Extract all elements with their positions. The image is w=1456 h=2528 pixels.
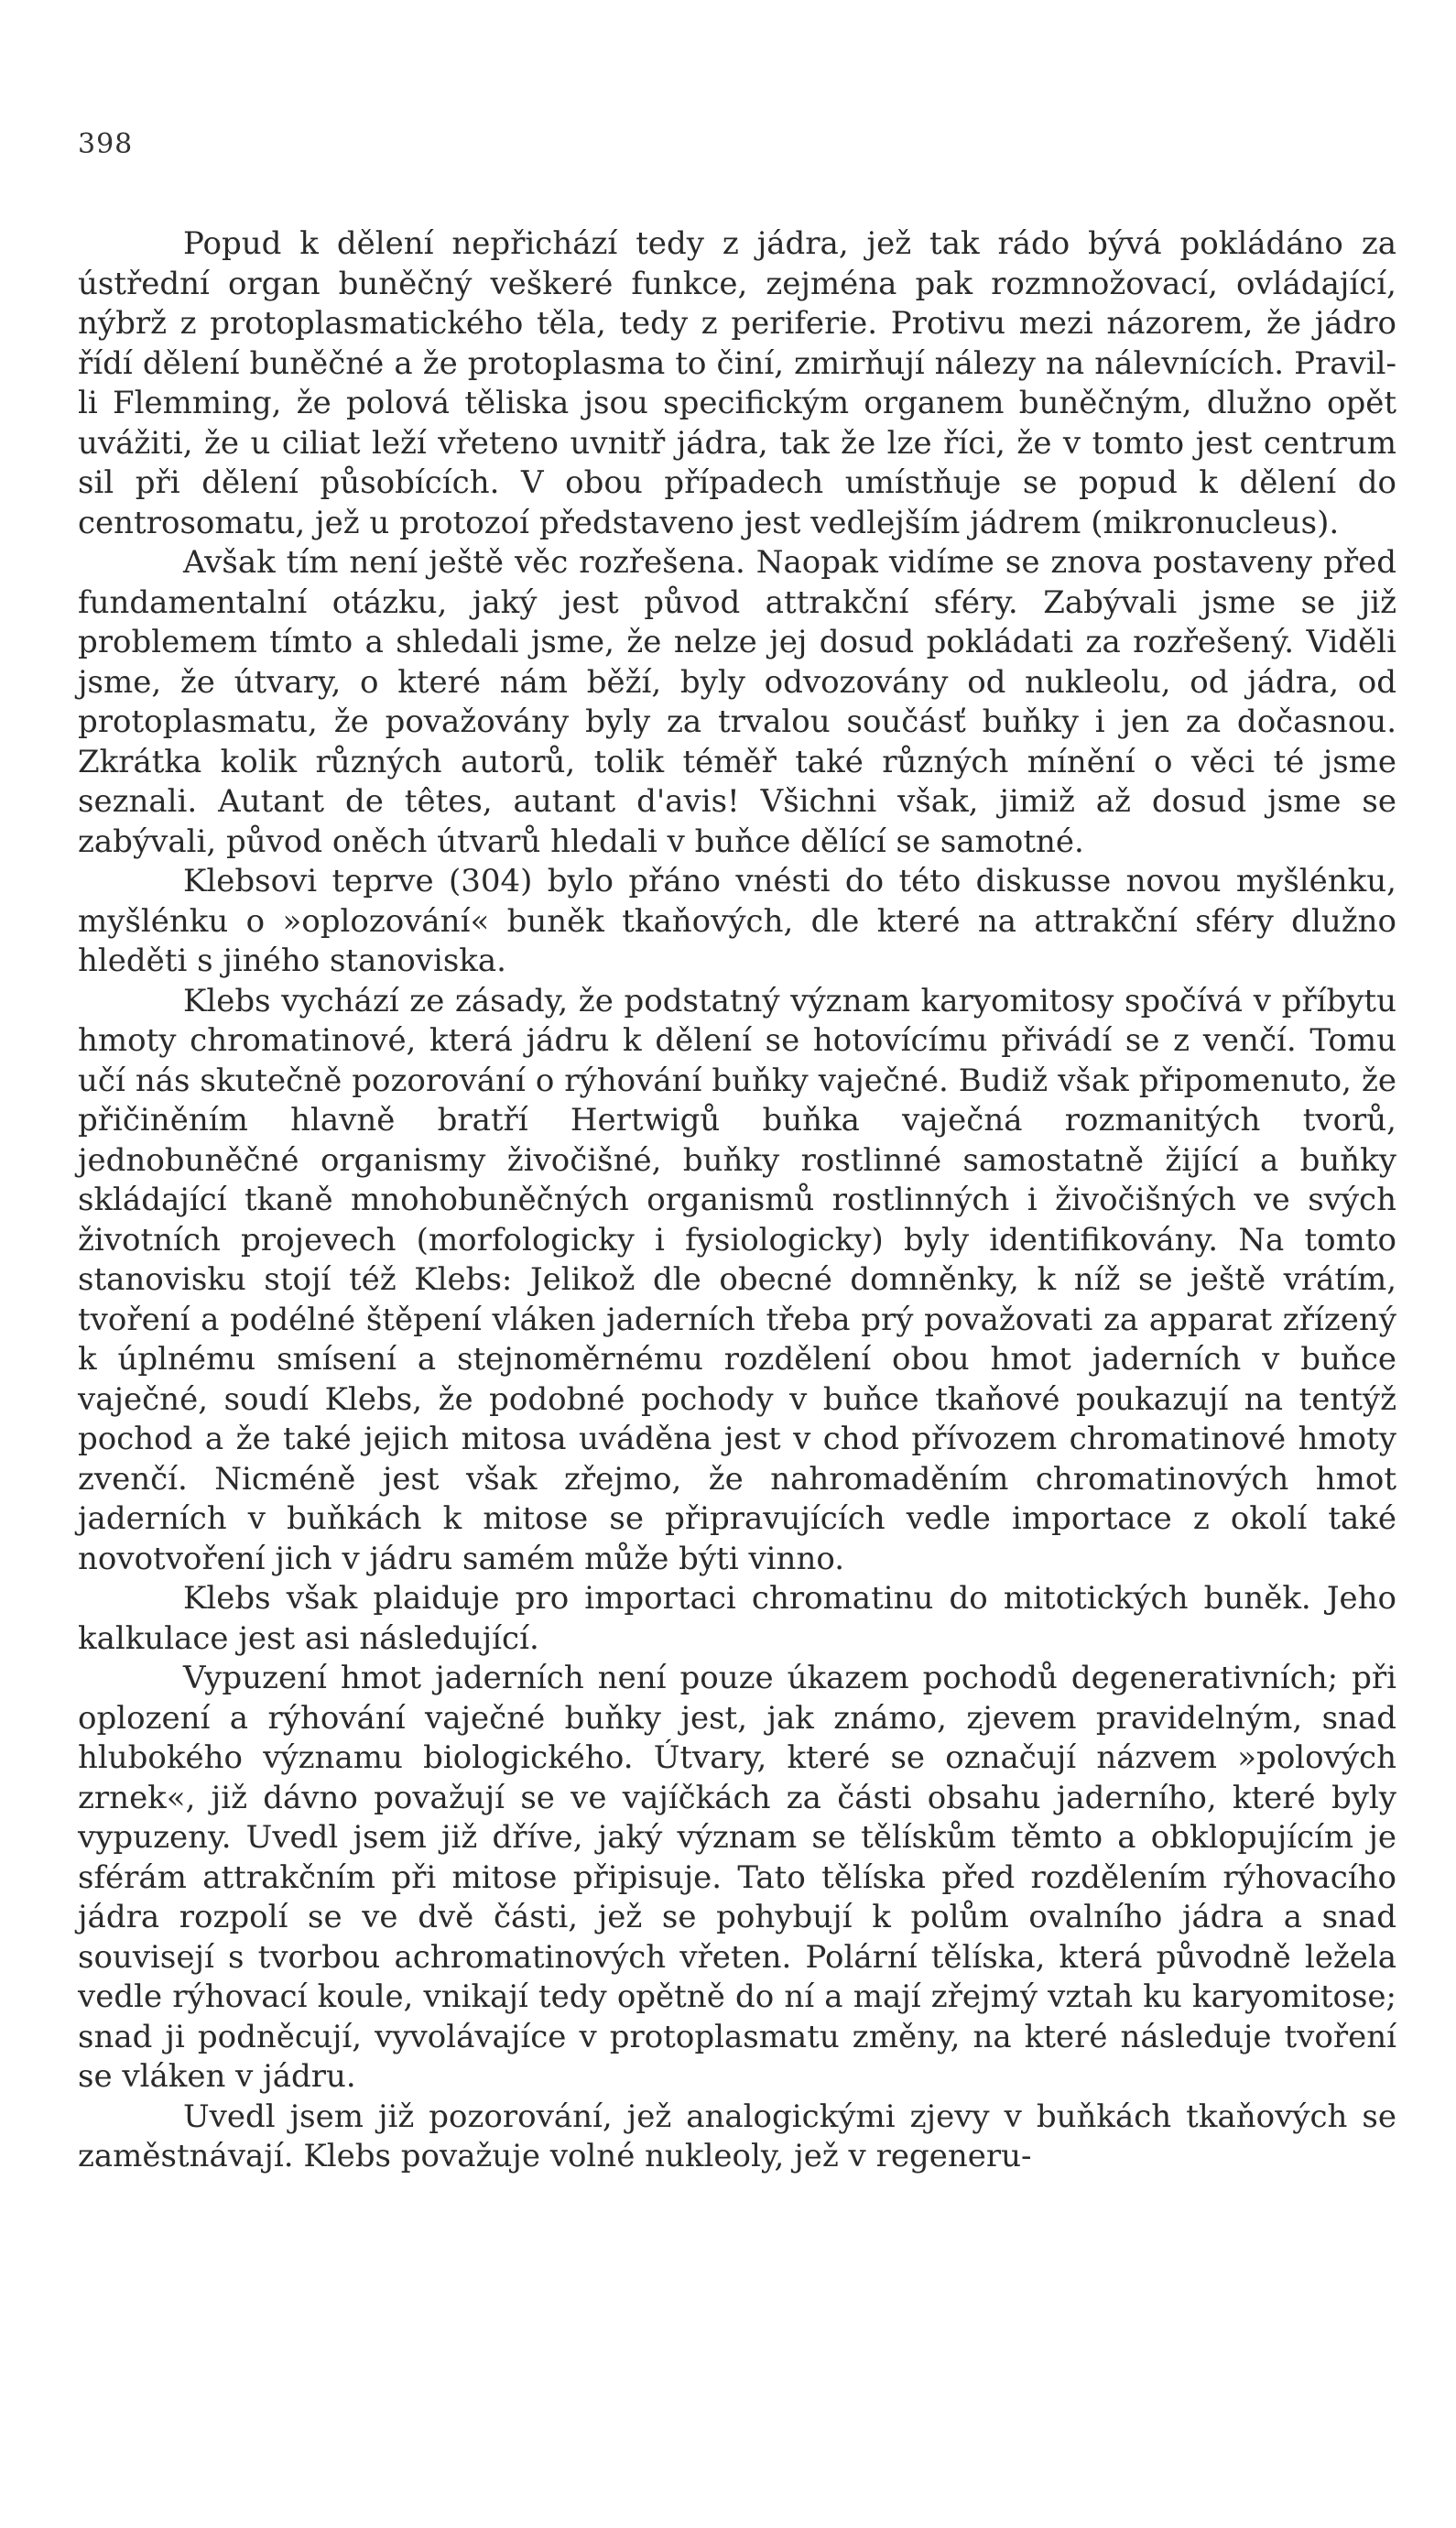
page-number: 398: [78, 128, 134, 160]
paragraph: Klebsovi teprve (304) bylo přáno vnésti do této diskusse novou myšlénku, myšlénku o »oplozování« buněk tkaňových, dle které na attrakční sféry dlužno hleděti s jiného stanoviska.: [78, 863, 1396, 979]
text-body: [78, 224, 1396, 2177]
paragraph: Uvedl jsem již pozorování, jež analogickými zjevy v buňkách tkaňových se zaměstnávají. Klebs považuje volné nukleoly, jež v regeneru-: [78, 2098, 1396, 2174]
paragraph: Avšak tím není ještě věc rozřešena. Naopak vidíme se znova postaveny před fundamentalní otázku, jaký jest původ attrakční sféry. Zabývali jsme se již problemem tímto a shledali jsme, že nelze jej dosud pokládati za rozřešený. Viděli jsme, že útvary, o které nám běží, byly odvozovány od nukleolu, od jádra, od protoplasmatu, že považovány byly za trvalou součásť buňky i jen za dočasnou. Zkrátka kolik různých autorů, tolik téměř také různých mínění o věci té jsme seznali. Autant de têtes, autant d'avis! Všichni však, jimiž až dosud jsme se zabývali, původ oněch útvarů hledali v buňce dělící se samotné.: [78, 544, 1396, 860]
paragraph: Klebs vychází ze zásady, že podstatný význam karyomitosy spočívá v příbytu hmoty chromatinové, která jádru k dělení se hotovícímu přivádí se z venčí. Tomu učí nás skutečně pozorování o rýhování buňky vaječné. Budiž však připomenuto, že přičiněním hlavně bratří Hertwigů buňka vaječná rozmanitých tvorů, jednobuněčné organismy živočišné, buňky rostlinné samostatně žijící a buňky skládající tkaně mnohobuněčných organismů rostlinných i živočišných ve svých životních projevech (morfologicky i fysiologicky) byly identifikovány. Na tomto stanovisku stojí též Klebs: Jelikož dle obecné domněnky, k níž se ještě vrátím, tvoření a podélné štěpení vláken jaderních třeba prý považovati za apparat zřízený k úplnému smísení a stejnoměrnému rozdělení obou hmot jaderních v buňce vaječné, soudí Klebs, že podobné pochody v buňce tkaňové poukazují na tentýž pochod a že také jejich mitosa uváděna jest v chod přívozem chromatinové hmoty zvenčí. Nicméně jest však zřejmo, že nahromaděním chromatinových hmot jaderních v buňkách k mitose se připravujících vedle importace z okolí také novotvoření jich v jádru samém může býti vinno.: [78, 982, 1396, 1577]
paragraph: Klebs však plaiduje pro importaci chromatinu do mitotických buněk. Jeho kalkulace jest asi následující.: [78, 1580, 1396, 1657]
paragraph: Popud k dělení nepřichází tedy z jádra, jež tak rádo bývá pokládáno za ústřední organ buněčný veškeré funkce, zejména pak rozmnožovací, ovládající, nýbrž z protoplasmatického těla, tedy z periferie. Protivu mezi názorem, že jádro řídí dělení buněčné a že protoplasma to činí, zmirňují nálezy na nálevnících. Pravil-li Flemming, že polová těliska jsou specifickým organem buněčným, dlužno opět uvážiti, že u ciliat leží vřeteno uvnitř jádra, tak že lze říci, že v tomto jest centrum sil při dělení působících. V obou případech umístňuje se popud k dělení do centrosomatu, jež u protozoí představeno jest vedlejším jádrem (mikronucleus).: [78, 225, 1396, 541]
paragraph: Vypuzení hmot jaderních není pouze úkazem pochodů degenerativních; při oplození a rýhování vaječné buňky jest, jak známo, zjevem pravidelným, snad hlubokého významu biologického. Útvary, které se označují názvem »polových zrnek«, již dávno považují se ve vajíčkách za části obsahu jaderního, které byly vypuzeny. Uvedl jsem již dříve, jaký význam se tělískům těmto a obklopujícím je sférám attrakčním při mitose připisuje. Tato tělíska před rozdělením rýhovacího jádra rozpolí se ve dvě části, jež se pohybují k polům ovalního jádra a snad souvisejí s tvorbou achromatinových vřeten. Polární tělíska, která původně ležela vedle rýhovací koule, vnikají tedy opětně do ní a mají zřejmý vztah ku karyomitose; snad ji podněcují, vyvolávajíce v protoplasmatu změny, na které následuje tvoření se vláken v jádru.: [78, 1660, 1396, 2095]
